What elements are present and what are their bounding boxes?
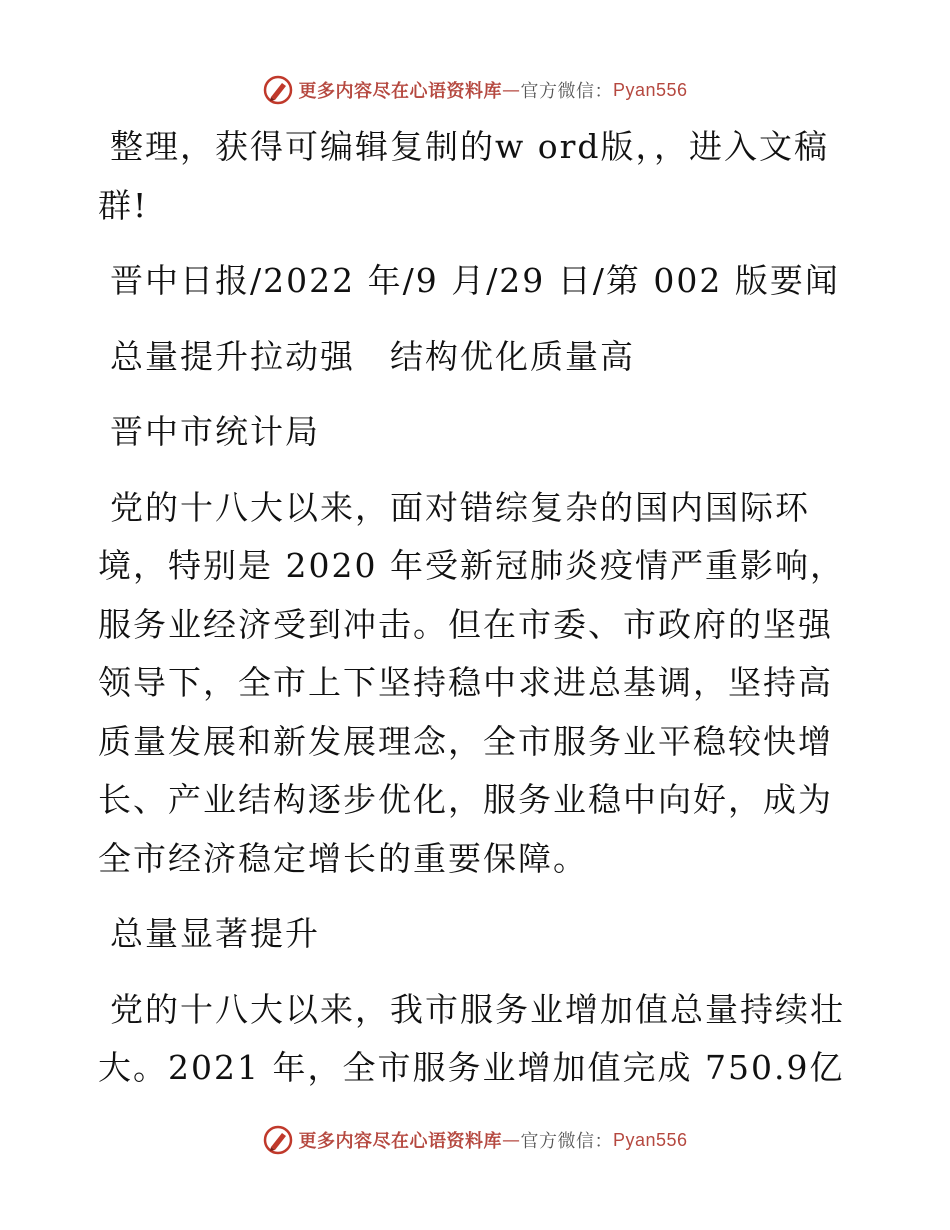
banner-wechat-id: Pyan556	[612, 79, 688, 100]
body-paragraph: 党的十八大以来，我市服务业增加值总量持续壮大。2021 年，全市服务业增加值完成 750.9亿	[98, 989, 845, 1087]
body-paragraph: 党的十八大以来，面对错综复杂的国内国际环境，特别是 2020 年受新冠肺炎疫情严重影响，服务业经济受到冲击。但在市委、市政府的坚强领导下，全市上下坚持稳中求进总基调，坚持高质量发展和新发展理念，全市服务业平稳较快增长、产业结构逐步优化，服务业稳中向好，成为全市经济稳定增长的重要保障。	[98, 487, 845, 878]
section-heading: 总量显著提升	[110, 914, 320, 953]
banner-wechat-id: Pyan556	[612, 1129, 688, 1150]
article-title: 总量提升拉动强 结构优化质量高	[110, 336, 635, 376]
banner-sub-text: 官方微信：	[520, 81, 613, 102]
banner-dash: —	[501, 1129, 521, 1151]
intro-paragraph: 整理，获得可编辑复制的w ord版，，进入文稿群!	[98, 127, 830, 225]
footer-banner	[0, 1120, 950, 1160]
pen-logo-icon	[262, 74, 294, 106]
source-line: 晋中日报/2022 年/9 月/29 日/第 002 版要闻	[110, 261, 840, 300]
header-banner	[0, 70, 950, 110]
pen-logo-icon	[262, 1124, 294, 1156]
banner-main-text: 更多内容尽在心语资料库	[298, 81, 502, 102]
banner-sub-text: 官方微信：	[520, 1131, 613, 1152]
article-author: 晋中市统计局	[110, 412, 320, 451]
document-body	[98, 118, 850, 1098]
banner-main-text: 更多内容尽在心语资料库	[298, 1131, 502, 1152]
banner-dash: —	[501, 79, 521, 101]
